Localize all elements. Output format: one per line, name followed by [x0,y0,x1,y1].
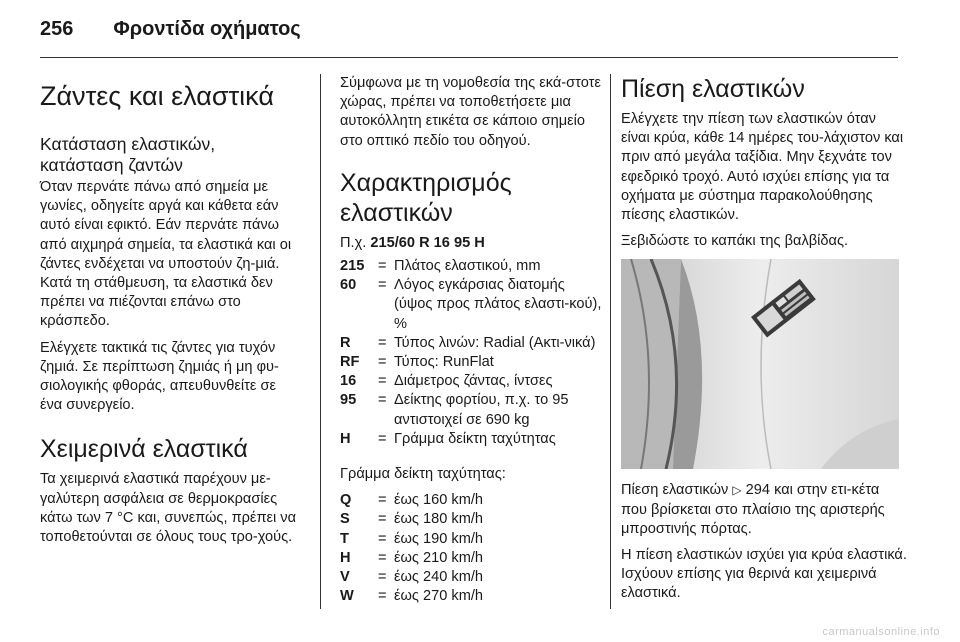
paragraph: Ελέγχετε τακτικά τις ζάντες για τυχόν ζημιά. Σε περίπτωση ζημιάς ή μη φυ-σιολογικής φθοράς, απευθυνθείτε σε ένα συνεργείο. [40,339,279,414]
section-title: Ζάντες και ελαστικά [40,81,274,111]
definition-value: Τύπος λινών: Radial (Ακτι-νικά) [394,334,596,351]
equals-sign: = [378,588,387,605]
definition-value: Δείκτης φορτίου, π.χ. το 95 αντιστοιχεί σε 690 kg [394,392,569,428]
equals-sign: = [378,373,387,390]
definition-key: V [340,569,350,586]
paragraph: Σύμφωνα με τη νομοθεσία της εκά-στοτε χώρας, πρέπει να τοποθετήσετε μια αυτοκόλλητη ετικέτα σε κάποιο σημείο στο οπτικό πεδίο του οδηγού. [340,75,601,149]
example-code: 215/60 R 16 95 H [370,234,485,251]
header-divider [40,57,898,58]
definition-row [340,372,602,391]
speed-row [340,491,602,510]
subsection-heading: Κατάσταση ελαστικών, κατάσταση ζαντών [40,134,216,175]
arrow-reference-icon: ▷ [732,483,742,498]
watermark: carmanualsonline.info [822,626,940,638]
equals-sign: = [378,511,387,528]
definition-key: W [340,588,354,605]
definition-key: Q [340,492,352,509]
column-right [621,74,907,611]
equals-sign: = [378,334,387,351]
definition-key: 215 [340,258,365,275]
definition-key: R [340,334,351,351]
definition-key: H [340,430,351,447]
definition-value: έως 210 km/h [394,549,484,566]
definition-key: H [340,549,351,566]
page-header [40,14,301,44]
definition-value: Γράμμα δείκτη ταχύτητας [394,430,556,447]
column-divider [610,74,611,609]
subsection-heading: Πίεση ελαστικών [621,75,805,103]
definition-row [340,353,602,372]
definition-row [340,391,602,429]
column-left [40,66,302,554]
definition-value: Πλάτος ελαστικού, mm [394,258,541,275]
equals-sign: = [378,258,387,275]
definition-row [340,257,602,276]
column-middle [340,74,602,606]
definition-list [340,257,602,449]
definition-value: έως 180 km/h [394,511,484,528]
definition-key: 60 [340,277,357,294]
equals-sign: = [378,492,387,509]
definition-value: έως 160 km/h [394,492,484,509]
definition-key: S [340,511,350,528]
equals-sign: = [378,430,387,447]
paragraph: Η πίεση ελαστικών ισχύει για κρύα ελαστικά. Ισχύουν επίσης για θερινά και χειμερινά ελαστικά. [621,547,907,602]
tire-pressure-label-photo [621,259,899,469]
subsection-heading: Χειμερινά ελαστικά [40,435,248,464]
speed-row [340,510,602,529]
definition-row [340,334,602,353]
definition-row [340,430,602,449]
text-segment: Πίεση ελαστικών [621,482,729,499]
definition-row [340,276,602,334]
column-divider [320,74,321,609]
subsection-heading: Χαρακτηρισμός ελαστικών [340,168,512,227]
paragraph [621,481,907,539]
tire-code-example [340,234,602,253]
equals-sign: = [378,569,387,586]
paragraph: Ελέγχετε την πίεση των ελαστικών όταν είναι κρύα, κάθε 14 ημέρες του-λάχιστον και πριν από μεγάλα ταξίδια. Μην ξεχνάτε τον εφεδρικό τροχό. Αυτό ισχύει επίσης για τα οχήματα με σύστημα παρακολούθησης πίεσης ελαστικών. [621,111,904,224]
speed-row [340,530,602,549]
paragraph: Τα χειμερινά ελαστικά παρέχουν με-γαλύτερη ασφάλεια σε θερμοκρασίες κάτω των 7 °C και, συνεπώς, πρέπει να τοποθετούνται σε όλους τους τρο-χούς. [40,471,297,546]
example-prefix: Π.χ. [340,234,367,251]
paragraph: Γράμμα δείκτη ταχύτητας: [340,466,506,483]
speed-row [340,549,602,568]
definition-value: έως 270 km/h [394,588,484,605]
definition-key: RF [340,354,360,371]
chapter-title: Φροντίδα οχήματος [113,17,301,40]
definition-value: Διάμετρος ζάντας, ίντσες [394,373,553,390]
definition-key: 95 [340,392,357,409]
equals-sign: = [378,277,387,294]
equals-sign: = [378,392,387,409]
speed-index-list [340,491,602,606]
equals-sign: = [378,354,387,371]
definition-value: Λόγος εγκάρσιας διατομής (ύψος προς πλάτος ελαστι-κού), % [394,277,602,332]
equals-sign: = [378,530,387,547]
speed-row [340,587,602,606]
definition-value: έως 240 km/h [394,569,484,586]
speed-row [340,568,602,587]
text-segment: 294 και στην ετι-κέτα που βρίσκεται στο πλαίσιο της αριστερής μπροστινής πόρτας. [621,482,885,537]
definition-value: έως 190 km/h [394,530,484,547]
equals-sign: = [378,549,387,566]
definition-key: T [340,530,349,547]
paragraph: Όταν περνάτε πάνω από σημεία με γωνίες, οδηγείτε αργά και κάθετα εάν αυτό είναι εφικτό. Εάν περνάτε πάνω από αιχμηρά σημεία, τα ελαστικά και οι ζάντες ενδέχεται να υποστούν ζη-μιά. Κατά τη στάθμευση, τα ελαστικά δεν πρέπει να πιέζονται επάνω στο κράσπεδο. [40,179,292,330]
page-number: 256 [40,17,74,40]
definition-value: Τύπος: RunFlat [394,354,494,371]
definition-key: 16 [340,373,357,390]
paragraph: Ξεβιδώστε το καπάκι της βαλβίδας. [621,233,849,250]
